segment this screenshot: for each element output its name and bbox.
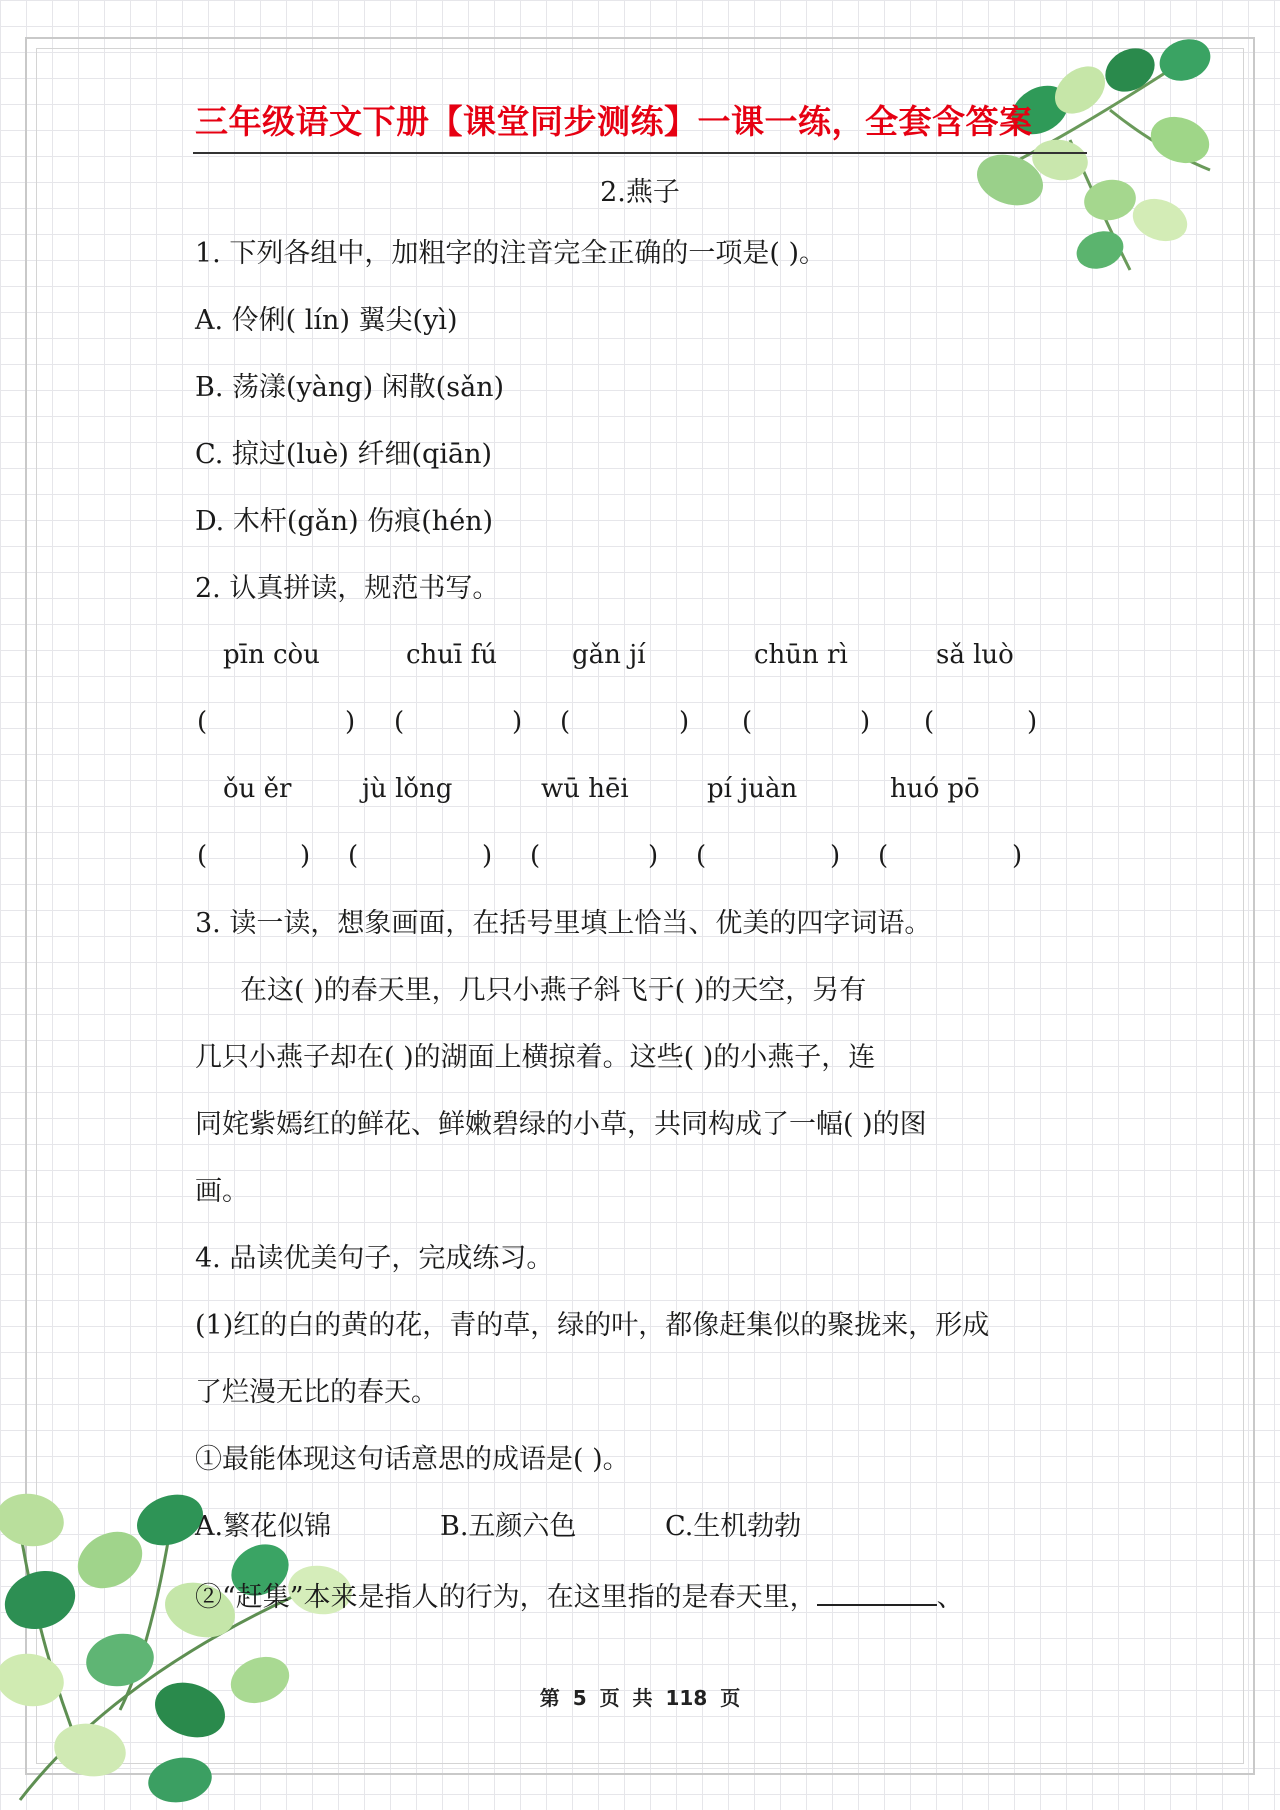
q3-passage-line: 几只小燕子却在( )的湖面上横掠着。这些( )的小燕子，连 — [195, 1042, 876, 1073]
pinyin-item: jù lǒng — [362, 774, 453, 804]
answer-paren-close: ) — [679, 707, 690, 737]
pinyin-item: sǎ luò — [936, 640, 1014, 670]
document-title: 三年级语文下册【课堂同步测练】一课一练，全套含答案 — [195, 102, 1033, 141]
answer-paren-open: ( — [742, 707, 753, 737]
pinyin-item: pīn còu — [223, 640, 320, 670]
answer-paren-close: ) — [482, 841, 493, 871]
answer-paren-close: ) — [300, 841, 311, 871]
q1-option-b: B. 荡漾(yàng) 闲散(sǎn) — [195, 372, 505, 403]
question-4-stem: 4. 品读优美句子，完成练习。 — [195, 1243, 554, 1274]
q3-passage-line: 同姹紫嫣红的鲜花、鲜嫩碧绿的小草，共同构成了一幅( )的图 — [195, 1109, 927, 1140]
answer-paren-open: ( — [348, 841, 359, 871]
answer-paren-close: ) — [830, 841, 841, 871]
q4-sub1-option-b: B.五颜六色 — [440, 1511, 577, 1542]
q1-option-a: A. 伶俐( lín) 翼尖(yì) — [195, 305, 458, 336]
answer-paren-open: ( — [394, 707, 405, 737]
q1-option-d: D. 木杆(gǎn) 伤痕(hén) — [195, 506, 494, 537]
pinyin-item: chūn rì — [754, 640, 848, 670]
answer-paren-open: ( — [696, 841, 707, 871]
answer-paren-close: ) — [512, 707, 523, 737]
page-number: 第 5 页 共 118 页 — [539, 1686, 741, 1710]
question-1-stem: 1. 下列各组中，加粗字的注音完全正确的一项是( )。 — [195, 238, 826, 269]
pinyin-item: pí juàn — [707, 774, 798, 804]
q4-sentence-1: (1)红的白的黄的花，青的草，绿的叶，都像赶集似的聚拢来，形成 — [195, 1310, 990, 1341]
pinyin-item: wū hēi — [541, 774, 629, 804]
q4-sub1-option-c: C.生机勃勃 — [665, 1511, 802, 1542]
answer-paren-open: ( — [530, 841, 541, 871]
leaf-decoration-top-right — [960, 30, 1230, 290]
pinyin-item: ǒu ěr — [223, 774, 292, 804]
answer-paren-open: ( — [924, 707, 935, 737]
answer-paren-close: ) — [648, 841, 659, 871]
answer-paren-close: ) — [345, 707, 356, 737]
pinyin-item: huó pō — [890, 774, 980, 804]
answer-paren-open: ( — [878, 841, 889, 871]
q4-sub1-option-a: A.繁花似锦 — [195, 1511, 332, 1542]
q4-sub2-punct: 、 — [936, 1582, 964, 1613]
q4-sub2-text: ②“赶集”本来是指人的行为，在这里指的是春天里， — [195, 1582, 817, 1613]
q4-sentence-1-cont: 了烂漫无比的春天。 — [195, 1377, 438, 1408]
pinyin-item: gǎn jí — [572, 640, 646, 670]
q4-sub-question-2 — [195, 1580, 964, 1611]
answer-blank[interactable] — [817, 1580, 937, 1606]
pinyin-item: chuī fú — [406, 640, 497, 670]
q4-sub-question-1: ①最能体现这句话意思的成语是( )。 — [195, 1444, 630, 1475]
answer-paren-open: ( — [560, 707, 571, 737]
q3-passage-line: 画。 — [195, 1176, 249, 1207]
answer-paren-close: ) — [1027, 707, 1038, 737]
q1-option-c: C. 掠过(luè) 纤细(qiān) — [195, 439, 492, 470]
q3-passage-line: 在这( )的春天里，几只小燕子斜飞于( )的天空，另有 — [240, 975, 867, 1006]
answer-paren-open: ( — [197, 841, 208, 871]
answer-paren-close: ) — [860, 707, 871, 737]
question-3-stem: 3. 读一读，想象画面，在括号里填上恰当、优美的四字词语。 — [195, 908, 932, 939]
answer-paren-open: ( — [197, 707, 208, 737]
answer-paren-close: ) — [1012, 841, 1023, 871]
question-2-stem: 2. 认真拼读，规范书写。 — [195, 573, 500, 604]
title-underline — [193, 152, 1087, 154]
lesson-title: 2.燕子 — [600, 177, 680, 208]
